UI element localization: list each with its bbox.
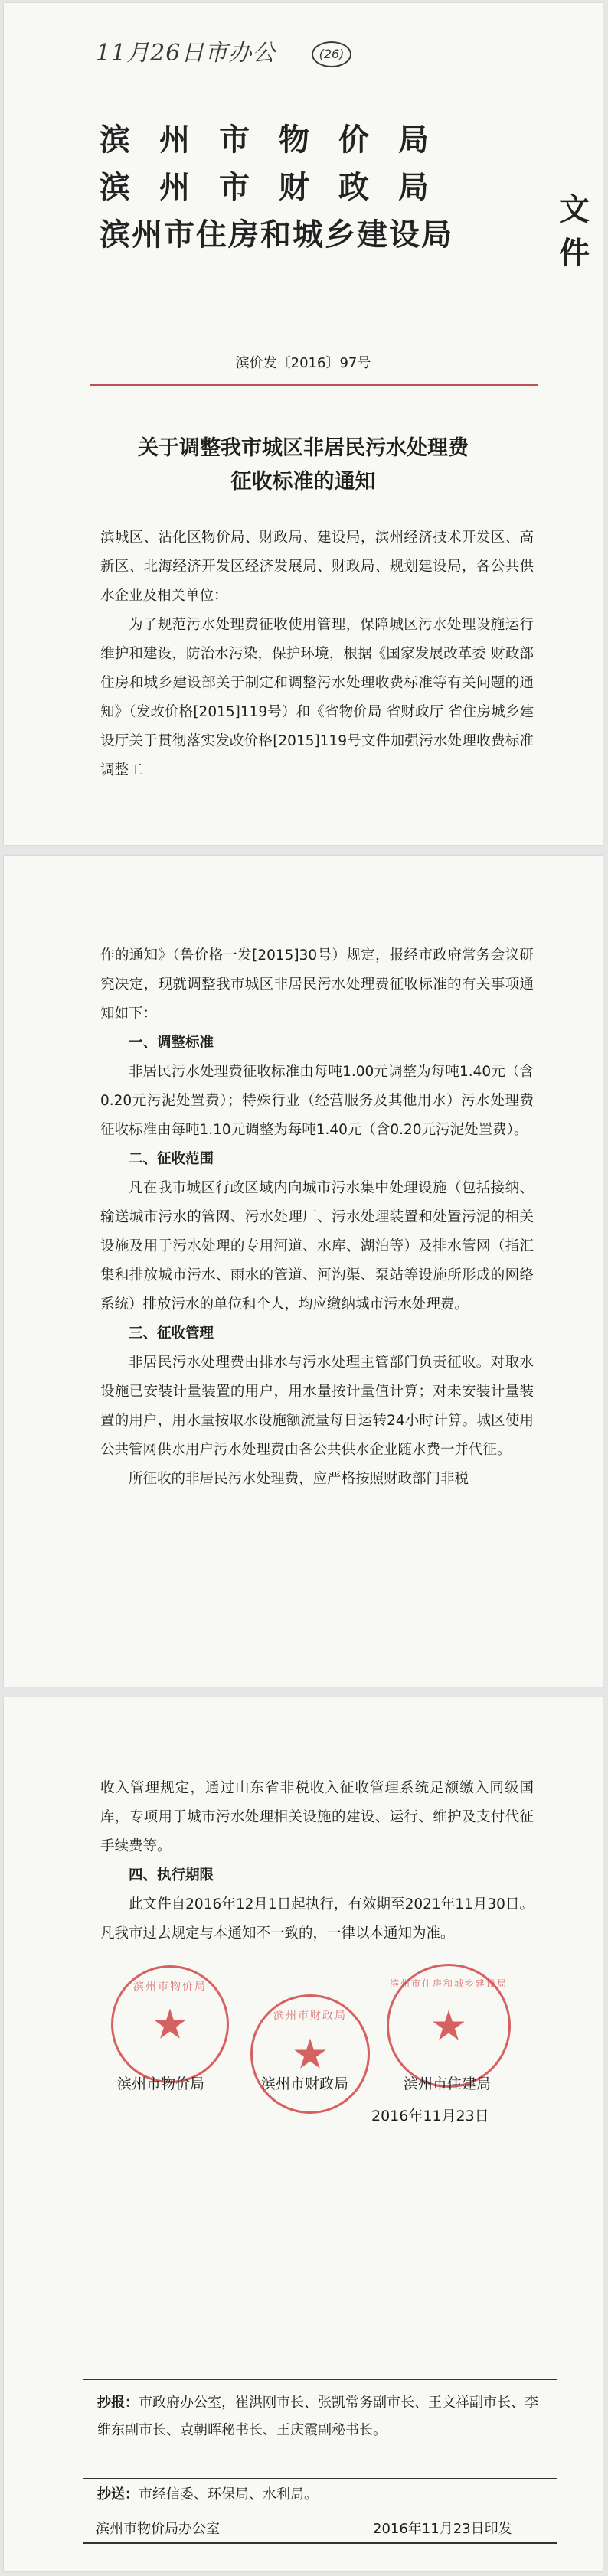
document-number: 滨价发〔2016〕97号: [235, 355, 371, 371]
seal-star-icon: ★: [151, 2000, 189, 2049]
document-page-2: [4, 856, 603, 1687]
header-document-suffix: 文件: [559, 192, 590, 271]
section-1-body: 非居民污水处理费征收标准由每吨1.00元调整为每吨1.40元（含0.20元污泥处置费）；特殊行业（经营服务及其他用水）污水处理费征收标准由每吨1.10元调整为每吨1.40元（含0.20元污泥处置费）。: [100, 1064, 534, 1138]
official-seal-housing-bureau: [387, 1964, 511, 2088]
footer-issuing-office: 滨州市物价局办公室: [96, 2521, 220, 2537]
seal-housing-bureau-text: 滨州市住房和城乡建设局: [389, 1978, 508, 1989]
seal-star-icon: ★: [291, 2030, 329, 2079]
handwritten-note: 11月26日市办公: [96, 40, 276, 67]
document-page-1: [4, 3, 603, 845]
intro-paragraph-part-2: 作的通知》（鲁价格一发[2015]30号）规定，报经市政府常务会议研究决定，现就调整我市城区非居民污水处理费征收标准的有关事项通知如下：: [100, 947, 534, 1022]
section-2-heading: 二、征收范围: [129, 1151, 214, 1167]
signer-finance-bureau: 滨州市财政局: [261, 2075, 349, 2092]
section-3-heading: 三、征收管理: [129, 1325, 214, 1342]
signature-area: [4, 1950, 603, 2195]
signer-housing-bureau: 滨州市住建局: [404, 2075, 492, 2092]
cc-middle-rule: [83, 2478, 557, 2479]
cc-top-rule: [83, 2379, 557, 2380]
section-3-body-2-part-1: 所征收的非居民污水处理费，应严格按照财政部门非税: [129, 1471, 469, 1487]
header-org-housing-bureau: 滨州市住房和城乡建设局: [100, 217, 453, 253]
body-page-1: [100, 523, 534, 785]
footer-print-date: 2016年11月23日印发: [373, 2521, 512, 2537]
recipients-paragraph: 滨城区、沾化区物价局、财政局、建设局，滨州经济技术开发区、高新区、北海经济开发区经济发展局、财政局、规划建设局，各公共供水企业及相关单位：: [100, 530, 534, 604]
cc-send-block: [97, 2481, 549, 2509]
section-3-body-1: 非居民污水处理费由排水与污水处理主管部门负责征收。对取水设施已安装计量装置的用户，用水量按计量值计算；对未安装计量装置的用户，用水量按取水设施额流量每日运转24小时计算。城区使用公共管网供水用户污水处理费由各公共供水企业随水费一并代征。: [100, 1355, 534, 1458]
section-3-body-2-part-2: 收入管理规定，通过山东省非税收入征收管理系统足额缴入同级国库，专项用于城市污水处理相关设施的建设、运行、维护及支付代征手续费等。: [100, 1780, 534, 1854]
header-rule: [90, 384, 538, 386]
cc-report-block: [97, 2389, 549, 2444]
document-title: [4, 432, 603, 499]
signer-price-bureau: 滨州市物价局: [117, 2075, 205, 2092]
official-seal-price-bureau: [111, 1965, 229, 2083]
issuing-authorities-header: [100, 116, 590, 271]
seal-finance-bureau-text: 滨州市财政局: [273, 2010, 347, 2022]
cc-report-recipients: 市政府办公室，崔洪刚市长、张凯常务副市长、王文祥副市长、李维东副市长、袁朝晖秘书长、王庆霞副秘书长。: [97, 2395, 538, 2438]
title-line-2: 征收标准的通知: [230, 470, 376, 494]
header-org-finance-bureau: 滨州市财政局: [100, 170, 458, 205]
intro-paragraph-part-1: 为了规范污水处理费征收使用管理，保障城区污水处理设施运行维护和建设，防治水污染，保护环境，根据《国家发展改革委 财政部 住房和城乡建设部关于制定和调整污水处理收费标准等有关问题的通知》（发改价格[2015]119号）和《省物价局 省财政厅 省住房城乡建设厅关于贯彻落实发改价格[2015]119号文件加强污水处理收费标准调整工: [100, 617, 534, 778]
cc-send-label: 抄送：: [97, 2486, 139, 2503]
seal-price-bureau-text: 滨州市物价局: [133, 1981, 207, 1993]
cc-report-label: 抄报：: [97, 2395, 139, 2411]
signature-date: 2016年11月23日: [371, 2108, 489, 2124]
handwritten-circled-mark: (26): [312, 41, 351, 67]
document-page-3: [4, 1697, 603, 2571]
section-4-body: 此文件自2016年12月1日起执行，有效期至2021年11月30日。凡我市过去规定与本通知不一致的，一律以本通知为准。: [100, 1896, 534, 1942]
cc-send-recipients: 市经信委、环保局、水利局。: [139, 2486, 318, 2503]
header-org-price-bureau: 滨州市物价局: [100, 122, 458, 158]
section-1-heading: 一、调整标准: [129, 1035, 214, 1051]
body-page-2: [100, 941, 534, 1494]
footer-bottom-rule: [83, 2542, 557, 2544]
section-2-body: 凡在我市城区行政区域内向城市污水集中处理设施（包括接纳、输送城市污水的管网、污水处理厂、污水处理装置和处置污泥的相关设施及用于污水处理的专用河道、水库、湖泊等）及排水管网（指汇集和排放城市污水、雨水的管道、河沟渠、泵站等设施所形成的网络系统）排放污水的单位和个人，均应缴纳城市污水处理费。: [100, 1180, 534, 1312]
official-seal-finance-bureau: [250, 1994, 370, 2114]
body-page-3: [100, 1774, 534, 1948]
section-4-heading: 四、执行期限: [129, 1867, 214, 1883]
title-line-1: 关于调整我市城区非居民污水处理费: [138, 436, 469, 460]
seal-star-icon: ★: [430, 2001, 468, 2050]
